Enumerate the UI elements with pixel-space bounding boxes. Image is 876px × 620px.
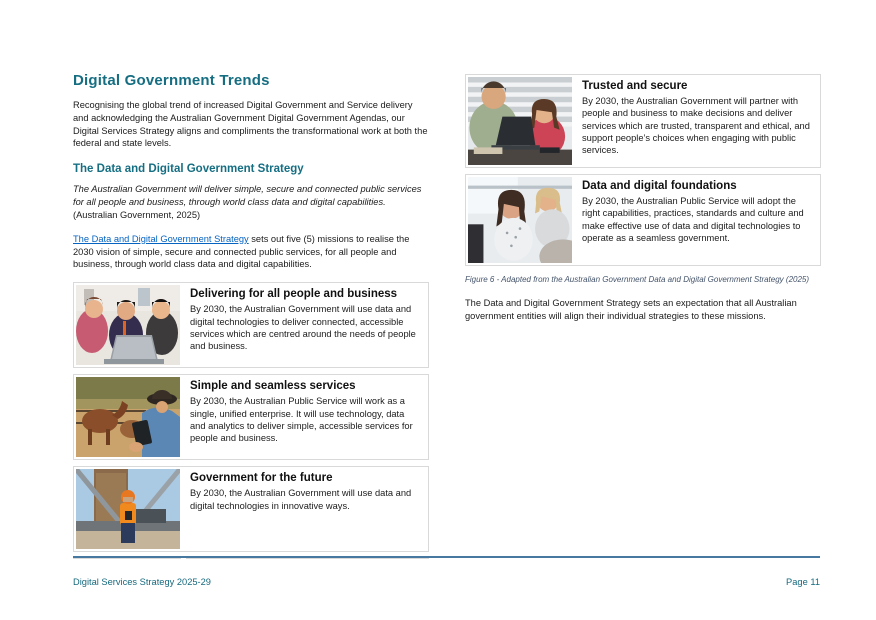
mission-photo-father-daughter [468, 77, 572, 165]
mission-body: By 2030, the Australian Government will partner with people and business to make decisions and deliver services which are trusted, transparent and ethical, and support people’s choices when engaging with public services. [582, 96, 810, 156]
closing-paragraph: The Data and Digital Government Strategy sets an expectation that all Australian government entities will align their individual strategies to these missions. [465, 297, 797, 321]
strategy-link-tail: sets out five (5) missions to realise the 2030 vision of simple, secure and connected public services, for all people and business, through world class data and digital capabilities. [73, 233, 410, 270]
left-column [73, 72, 429, 559]
mission-card-future [73, 466, 429, 552]
strategy-link-paragraph [73, 233, 429, 271]
mission-photo-industrial-worker [76, 469, 180, 549]
section-heading: The Data and Digital Government Strategy [73, 163, 304, 176]
mission-title: Data and digital foundations [582, 180, 737, 192]
table-bottom-border-right [186, 558, 429, 559]
vision-quote-attribution: (Australian Government, 2025) [73, 209, 201, 220]
mission-card-delivering [73, 282, 429, 368]
mission-card-seamless [73, 374, 429, 460]
mission-title: Simple and seamless services [190, 380, 356, 393]
intro-paragraph: Recognising the global trend of increased Digital Government and Service delivery and acknowledging the Australian Government Digital Government Agendas, our Digital Services Strategy aligns and compliments the transformational work at both the federal and state levels. [73, 100, 428, 149]
right-column [465, 74, 821, 333]
data-digital-strategy-link[interactable]: The Data and Digital Government Strategy [73, 233, 249, 244]
footer-page-number: Page 11 [786, 577, 820, 587]
vision-quote [73, 183, 429, 221]
mission-body: By 2030, the Australian Government will use data and digital technologies in innovative ways. [190, 488, 412, 511]
mission-body: By 2030, the Australian Public Service will work as a single, unified enterprise. It will use technology, data and analytics to deliver simple, accessible services for people and business. [190, 396, 413, 444]
figure-caption: Figure 6 - Adapted from the Australian Government Data and Digital Government Strategy (2025) [465, 275, 810, 284]
mission-card-trusted [465, 74, 821, 168]
footer-document-title: Digital Services Strategy 2025-29 [73, 577, 211, 587]
table-bottom-border-left [73, 558, 181, 559]
mission-body: By 2030, the Australian Government will use data and digital technologies to deliver connected, accessible services which are centred around the needs of people and business. [190, 304, 416, 352]
mission-card-foundations [465, 174, 821, 266]
page-footer [73, 577, 820, 587]
vision-quote-italic: The Australian Government will deliver simple, secure and connected public services for all people and business, through world class data and digital capabilities. [73, 184, 422, 208]
page-title: Digital Government Trends [73, 72, 270, 89]
footer-rule [73, 556, 820, 558]
mission-title: Delivering for all people and business [190, 288, 398, 301]
table-bottom-border [73, 558, 429, 559]
mission-title: Government for the future [190, 472, 333, 485]
mission-photo-colleagues [468, 177, 572, 263]
mission-title: Trusted and secure [582, 80, 688, 92]
mission-photo-people-laptop [76, 285, 180, 365]
mission-body: By 2030, the Australian Public Service will adopt the right capabilities, practices, standards and culture and make effective use of data and digital technologies to operate as a seamless government. [582, 196, 804, 244]
mission-photo-farmer-horses [76, 377, 180, 457]
